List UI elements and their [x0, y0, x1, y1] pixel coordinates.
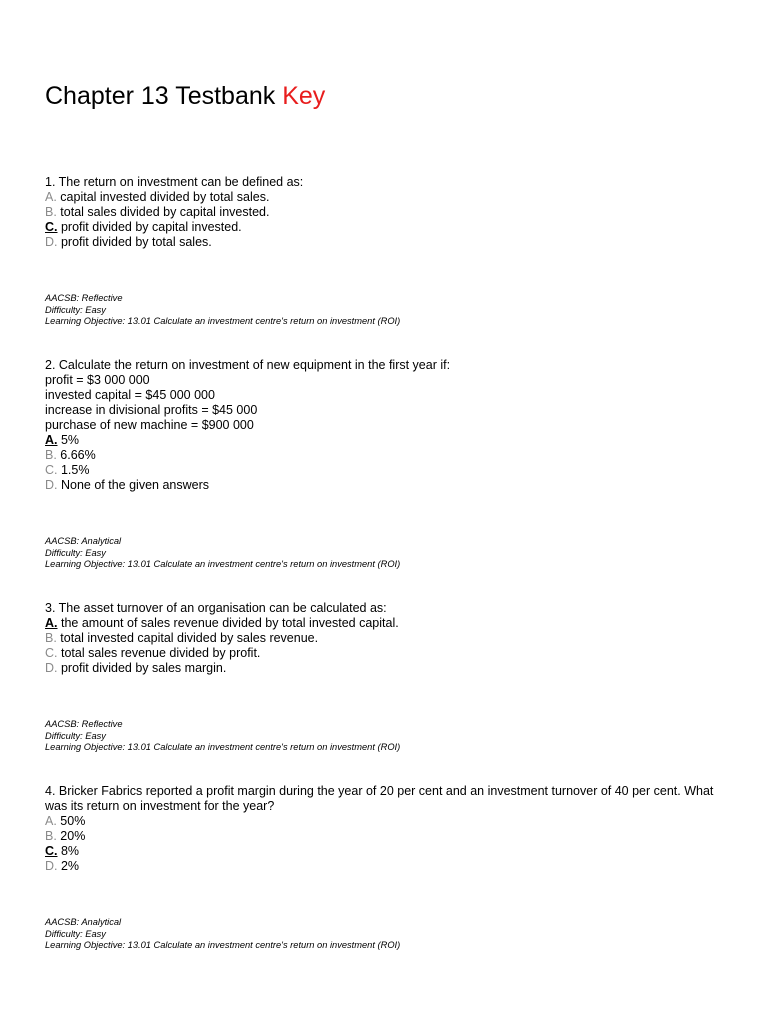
option-text: profit divided by capital invested.: [60, 220, 242, 234]
difficulty-tag: Difficulty: Easy: [45, 547, 106, 558]
learning-objective: Learning Objective: 13.01 Calculate an investment centre's return on investment (ROI): [45, 559, 401, 569]
option-d: [45, 235, 735, 250]
question-stem: 2. Calculate the return on investment of new equipment in the first year if:: [45, 358, 451, 372]
option-text: None of the given answers: [60, 478, 209, 492]
option-text: total invested capital divided by sales revenue.: [60, 631, 319, 645]
option-letter: B.: [45, 631, 57, 645]
aacsb-tag: AACSB: Analytical: [45, 536, 122, 546]
option-letter: C.: [45, 220, 58, 234]
option-text: 2%: [60, 859, 80, 873]
title-text: Chapter 13 Testbank: [45, 82, 283, 110]
given-line: increase in divisional profits = $45 000: [45, 403, 258, 417]
option-b: [45, 631, 735, 646]
option-text: 8%: [60, 844, 80, 858]
question-stem: 3. The asset turnover of an organisation can be calculated as:: [45, 601, 387, 615]
option-text: 1.5%: [60, 463, 90, 477]
question-3: [45, 601, 735, 676]
option-text: profit divided by total sales.: [60, 235, 212, 249]
option-letter: D.: [45, 859, 58, 873]
option-d: [45, 859, 735, 874]
option-text: 20%: [60, 829, 86, 843]
option-c-correct: [45, 844, 735, 859]
option-letter: A.: [45, 814, 57, 828]
difficulty-tag: Difficulty: Easy: [45, 304, 106, 315]
option-text: the amount of sales revenue divided by total invested capital.: [60, 616, 399, 630]
question-stem: 1. The return on investment can be defined as:: [45, 175, 304, 189]
question-stem: 4. Bricker Fabrics reported a profit margin during the year of 20 per cent and an investment turnover of 40 per cent. What was its return on investment for the year?: [45, 784, 714, 813]
option-letter: D.: [45, 235, 58, 249]
option-letter: A.: [45, 433, 58, 447]
question-2: [45, 358, 735, 493]
page-title: [45, 80, 325, 112]
option-c: [45, 463, 735, 478]
given-line: profit = $3 000 000: [45, 373, 150, 387]
option-letter: B.: [45, 205, 57, 219]
option-text: profit divided by sales margin.: [60, 661, 227, 675]
option-c-correct: [45, 220, 735, 235]
difficulty-tag: Difficulty: Easy: [45, 928, 106, 939]
question-4: [45, 784, 735, 874]
option-letter: C.: [45, 844, 58, 858]
option-text: 50%: [60, 814, 86, 828]
option-a-correct: [45, 616, 735, 631]
learning-objective: Learning Objective: 13.01 Calculate an investment centre's return on investment (ROI): [45, 940, 401, 950]
question-2-metadata: [45, 536, 735, 571]
option-letter: A.: [45, 616, 58, 630]
option-b: [45, 448, 735, 463]
option-letter: B.: [45, 448, 57, 462]
option-letter: B.: [45, 829, 57, 843]
option-c: [45, 646, 735, 661]
aacsb-tag: AACSB: Analytical: [45, 917, 122, 927]
question-3-metadata: [45, 719, 735, 754]
option-a-correct: [45, 433, 735, 448]
given-line: invested capital = $45 000 000: [45, 388, 215, 402]
option-d: [45, 478, 735, 493]
option-text: 6.66%: [60, 448, 96, 462]
learning-objective: Learning Objective: 13.01 Calculate an investment centre's return on investment (ROI): [45, 316, 401, 326]
difficulty-tag: Difficulty: Easy: [45, 730, 106, 741]
given-line: purchase of new machine = $900 000: [45, 418, 254, 432]
option-d: [45, 661, 735, 676]
option-text: 5%: [60, 433, 80, 447]
option-text: capital invested divided by total sales.: [60, 190, 270, 204]
aacsb-tag: AACSB: Reflective: [45, 719, 123, 729]
option-text: total sales divided by capital invested.: [60, 205, 270, 219]
option-letter: A.: [45, 190, 57, 204]
question-1: [45, 175, 735, 250]
question-1-metadata: [45, 293, 735, 328]
aacsb-tag: AACSB: Reflective: [45, 293, 123, 303]
option-letter: D.: [45, 661, 58, 675]
title-key-accent: Key: [282, 82, 326, 110]
option-letter: D.: [45, 478, 58, 492]
option-b: [45, 205, 735, 220]
option-text: total sales revenue divided by profit.: [60, 646, 261, 660]
option-letter: C.: [45, 463, 58, 477]
question-4-metadata: [45, 917, 735, 952]
option-b: [45, 829, 735, 844]
option-letter: C.: [45, 646, 58, 660]
option-a: [45, 190, 735, 205]
learning-objective: Learning Objective: 13.01 Calculate an investment centre's return on investment (ROI): [45, 742, 401, 752]
option-a: [45, 814, 735, 829]
